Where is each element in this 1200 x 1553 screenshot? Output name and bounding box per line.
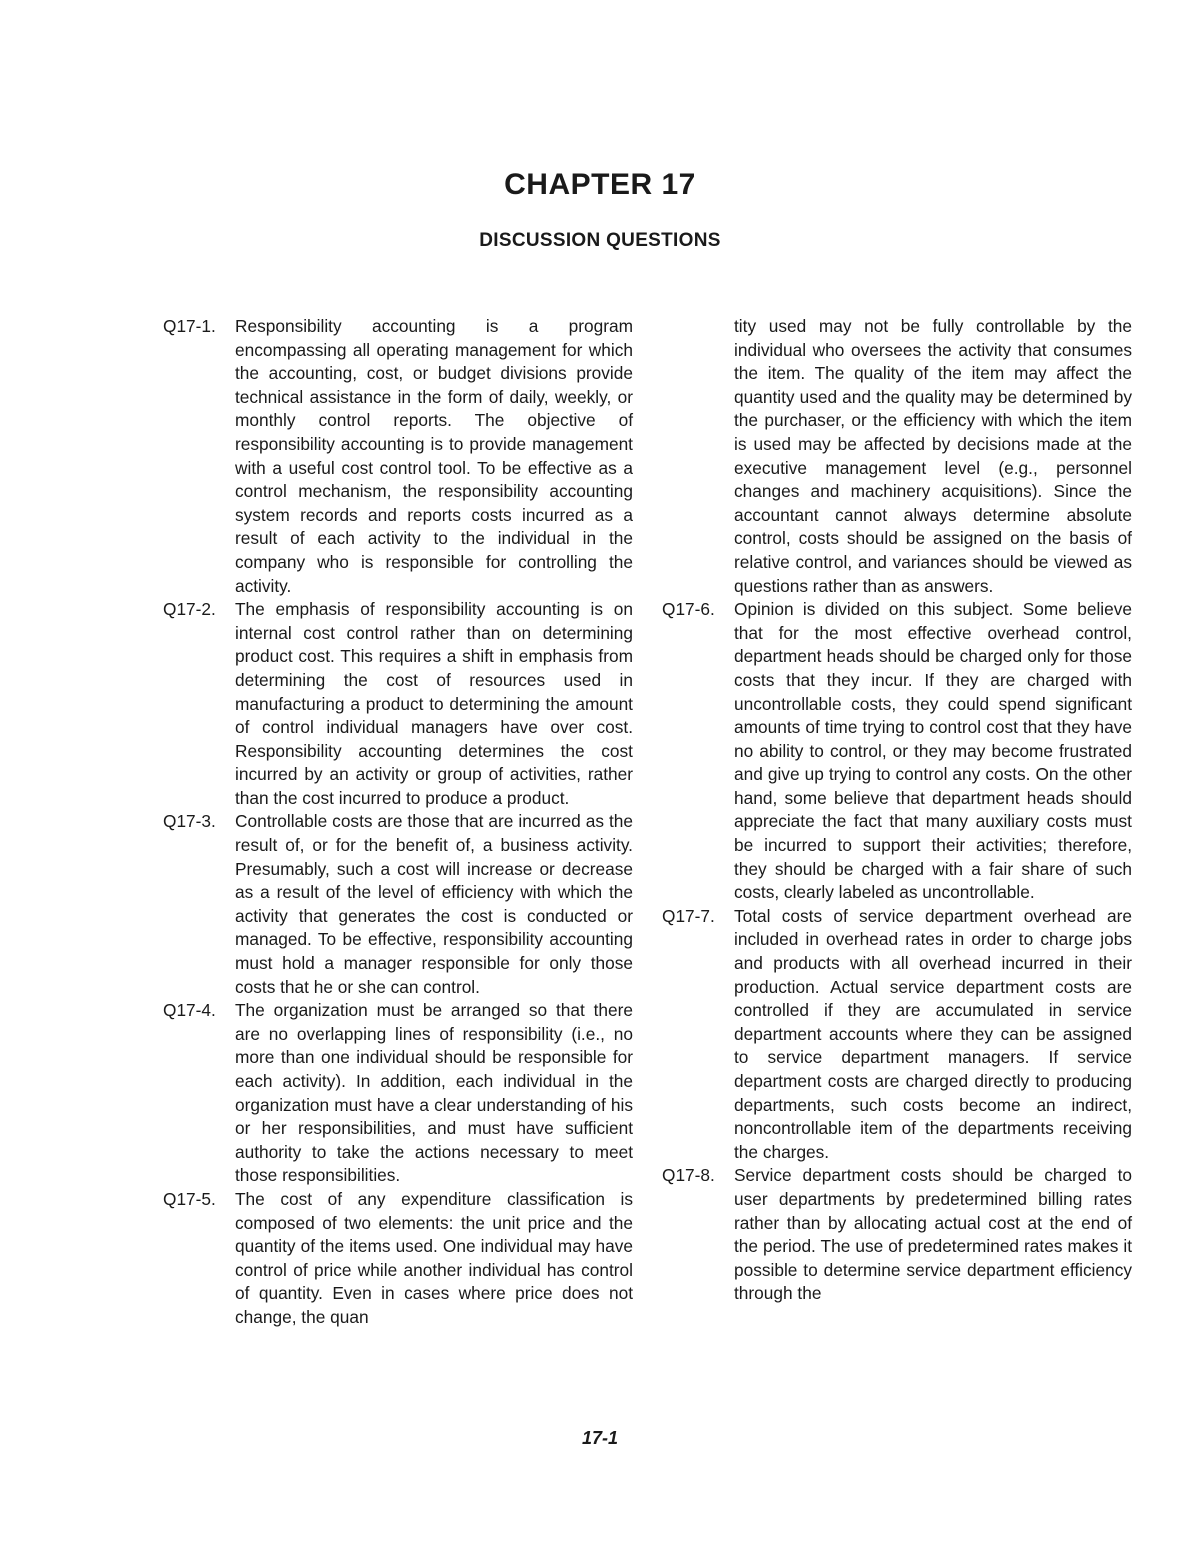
question-label: Q17-6. (662, 599, 715, 620)
question-q17-3 (163, 810, 633, 999)
page-number: 17-1 (581, 1428, 619, 1448)
question-q17-2 (163, 598, 633, 810)
question-label: Q17-4. (163, 1000, 216, 1021)
question-q17-5-continuation: tity used may not be fully controllable by the individual who oversees the activity that consumes the item. The quality of the item may affect the quantity used and the quality may be determined by the purchaser, or the efficiency with which the item is used may be affected by decisions made at the executive management level (e.g., personnel changes and machinery acquisitions). Since the accountant cannot always determine absolute control, costs should be assigned on the basis of relative control, and variances should be viewed as questions rather than as answers. (734, 316, 1132, 596)
chapter-title: CHAPTER 17 (504, 168, 696, 201)
left-column (163, 315, 633, 1330)
question-answer: Opinion is divided on this subject. Some believe that for the most effective overhead control, department heads should be charged only for those costs that they incur. If they are charged with uncontrollable costs, they could spend significant amounts of time trying to control cost that they have no ability to control, or they may become frustrated and give up trying to control any costs. On the other hand, some believe that department heads should appreciate the fact that many auxiliary costs must be incurred to support their activities; therefore, they should be charged with a fair share of such costs, clearly labeled as uncontrollable. (734, 599, 1132, 903)
question-answer: Responsibility accounting is a program encompassing all operating management for which the accounting, cost, or budget divisions provide technical assistance in the form of daily, weekly, or monthly control reports. The objective of responsibility accounting is to provide management with a useful cost control tool. To be effective as a control mechanism, the responsibility accounting system records and reports costs incurred as a result of each activity to the individual in the company who is responsible for controlling the activity. (235, 316, 633, 596)
question-q17-1 (163, 315, 633, 598)
question-label: Q17-3. (163, 811, 216, 832)
question-answer: The cost of any expenditure classification is composed of two elements: the unit price and the quantity of the items used. One individual may have control of price while another individual has control of quantity. Even in cases where price does not change, the quan (235, 1188, 633, 1327)
question-answer: Controllable costs are those that are incurred as the result of, or for the benefit of, a business activity. Presumably, such a cost will increase or decrease as a result of the level of efficiency with which the activity that generates the cost is conducted or managed. To be effective, responsibility accounting must hold a manager responsible for only those costs that he or she can control. (235, 811, 633, 997)
right-column (662, 315, 1132, 1306)
question-q17-8 (662, 1164, 1132, 1306)
question-answer: Service department costs should be charged to user departments by predetermined billing rates rather than by allocating actual cost at the end of the period. The use of predetermined rates makes it possible to determine service department efficiency through the (734, 1165, 1132, 1304)
question-label: Q17-1. (163, 316, 216, 336)
question-label: Q17-2. (163, 599, 216, 620)
question-answer: Total costs of service department overhead are included in overhead rates in order to charge jobs and products with all overhead incurred in their production. Actual service department costs are controlled if they are accumulated in service department accounts where they can be assigned to service department managers. If service department costs are charged directly to producing departments, such costs become an indirect, noncontrollable item of the departments receiving the charges. (734, 905, 1132, 1162)
question-q17-4 (163, 999, 633, 1188)
question-q17-5 (163, 1188, 633, 1330)
question-label: Q17-7. (662, 905, 715, 926)
question-q17-7 (662, 905, 1132, 1165)
section-title: DISCUSSION QUESTIONS (479, 230, 721, 251)
question-q17-6 (662, 598, 1132, 905)
question-answer: The emphasis of responsibility accounting is on internal cost control rather than on determining product cost. This requires a shift in emphasis from determining the cost of resources used in manufacturing a product to determining the amount of control individual managers have over cost. Responsibility accounting determines the cost incurred by an activity or group of activities, rather than the cost incurred to produce a product. (235, 599, 633, 808)
question-label: Q17-5. (163, 1188, 216, 1209)
question-label: Q17-8. (662, 1165, 715, 1186)
question-answer: The organization must be arranged so that there are no overlapping lines of responsibility (i.e., no more than one individual should be responsible for each activity). In addition, each individual in the organization must have a clear understanding of his or her responsibilities, and must have sufficient authority to take the actions necessary to meet those responsibilities. (235, 1000, 633, 1186)
